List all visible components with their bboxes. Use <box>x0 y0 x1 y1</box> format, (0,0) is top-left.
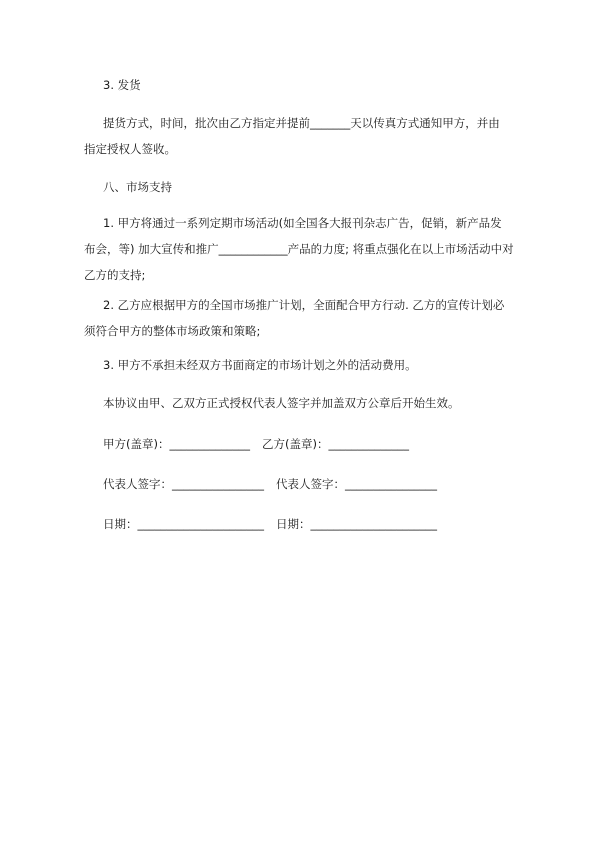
party-a-date-field[interactable]: 日期：______________________ <box>103 517 264 531</box>
party-b-representative-field[interactable]: 代表人签字：________________ <box>276 477 437 491</box>
representative-row <box>103 474 437 494</box>
delivery-line-1: 提货方式，时间，批次由乙方指定并提前_______天以传真方式通知甲方，并由 <box>103 116 500 130</box>
party-a-seal-field[interactable]: 甲方(盖章)：______________ <box>103 437 250 451</box>
delivery-paragraph <box>84 110 504 162</box>
market-item-2 <box>84 292 504 344</box>
delivery-line-2: 指定授权人签收。 <box>84 142 176 156</box>
market-item-1-line-1: 1. 甲方将通过一系列定期市场活动(如全国各大报刊杂志广告，促销，新产品发 <box>103 216 502 230</box>
date-row <box>103 514 437 534</box>
market-item-1-line-3: 乙方的支持; <box>84 268 146 282</box>
seal-row <box>103 434 409 454</box>
market-item-1 <box>84 210 514 288</box>
effective-clause: 本协议由甲、乙双方正式授权代表人签字并加盖双方公章后开始生效。 <box>103 396 460 410</box>
party-a-representative-field[interactable]: 代表人签字：________________ <box>103 477 264 491</box>
party-b-seal-field[interactable]: 乙方(盖章)：______________ <box>261 437 409 451</box>
market-item-1-line-2: 布会，等) 加大宣传和推广____________产品的力度; 将重点强化在以上市场活动中对 <box>84 242 514 256</box>
market-item-2-line-2: 须符合甲方的整体市场政策和策略; <box>84 324 261 338</box>
market-item-3: 3. 甲方不承担未经双方书面商定的市场计划之外的活动费用。 <box>103 358 417 372</box>
party-b-date-field[interactable]: 日期：______________________ <box>276 517 437 531</box>
market-support-heading: 八、市场支持 <box>103 180 172 194</box>
delivery-heading: 3. 发货 <box>103 78 141 92</box>
market-item-2-line-1: 2. 乙方应根据甲方的全国市场推广计划，全面配合甲方行动. 乙方的宣传计划必 <box>103 298 505 312</box>
